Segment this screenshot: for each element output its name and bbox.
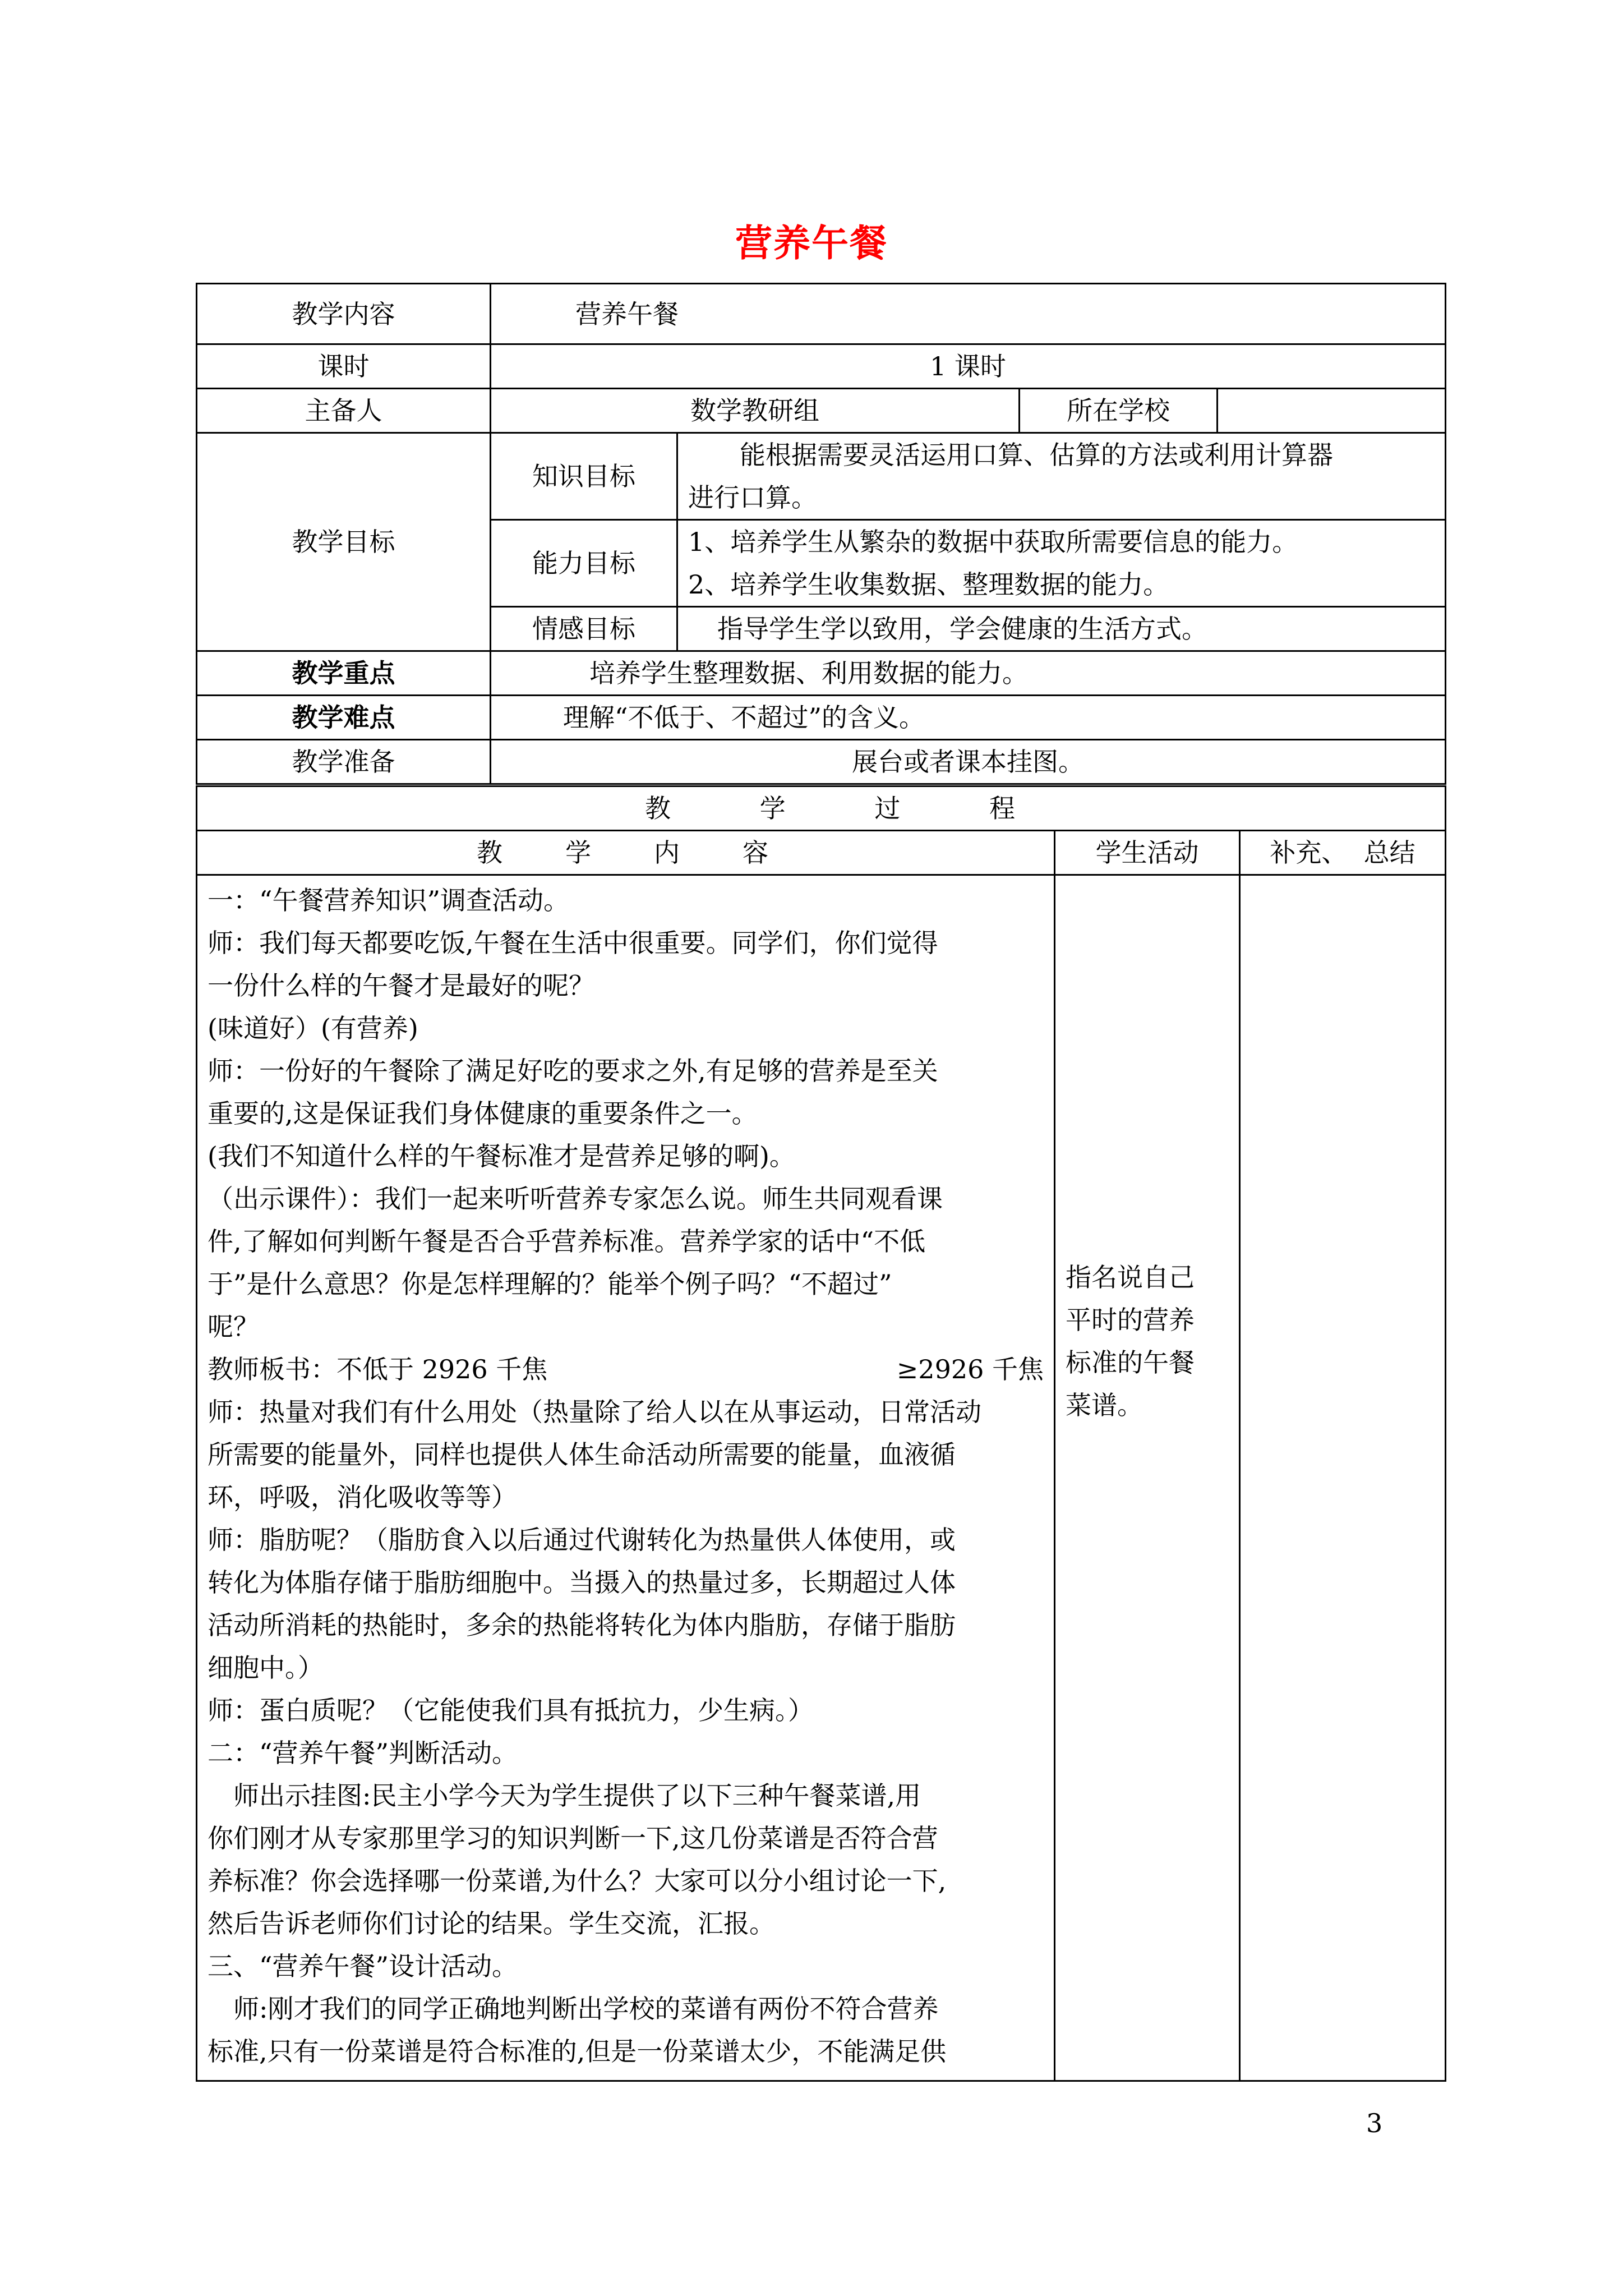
teaching-content-cell: [197, 875, 1055, 2081]
objectives-label: 教学目标: [197, 433, 491, 651]
body-line: (我们不知道什么样的午餐标准才是营养足够的啊)。: [208, 1141, 795, 1171]
body-line: 师：热量对我们有什么用处（热量除了给人以在从事运动，日常活动: [208, 1397, 981, 1427]
student-line: 平时的营养: [1066, 1305, 1195, 1335]
body-line: 于”是什么意思？你是怎样理解的？能举个例子吗？“不超过”: [208, 1269, 892, 1299]
body-line: 师出示挂图:民主小学今天为学生提供了以下三种午餐菜谱,用: [233, 1780, 921, 1811]
emotion-value: 指导学生学以致用，学会健康的生活方式。: [677, 607, 1446, 651]
body-line: 师：一份好的午餐除了满足好吃的要求之外,有足够的营养是至关: [208, 1056, 938, 1086]
body-line: 所需要的能量外，同样也提供人体生命活动所需要的能量，血液循: [208, 1439, 956, 1470]
col-content-header: [197, 831, 1055, 875]
focus-label: 教学重点: [197, 651, 491, 696]
col-content-char: 教: [477, 838, 502, 868]
prep-label: 教学准备: [197, 740, 491, 784]
student-line: 标准的午餐: [1066, 1347, 1195, 1378]
ability-line: 2、培养学生收集数据、整理数据的能力。: [688, 569, 1169, 600]
ability-label: 能力目标: [491, 520, 677, 607]
body-line: 你们刚才从专家那里学习的知识判断一下,这几份菜谱是否符合营: [208, 1823, 938, 1853]
body-line: 师：脂肪呢？（脂肪食入以后通过代谢转化为热量供人体使用，或: [208, 1525, 956, 1555]
board-line: [208, 1348, 1044, 1391]
body-line: 标准,只有一份菜谱是符合标准的,但是一份菜谱太少，不能满足供: [208, 2036, 947, 2067]
ability-line: 1、培养学生从繁杂的数据中获取所需要信息的能力。: [688, 527, 1298, 557]
body-line: 细胞中。）: [208, 1653, 324, 1683]
preparer-value: 数学教研组: [491, 389, 1020, 433]
body-line: 一：“午餐营养知识”调查活动。: [208, 885, 570, 915]
body-line: (味道好）(有营养): [208, 1013, 418, 1043]
emotion-label: 情感目标: [491, 607, 677, 651]
process-heading-char: 过: [874, 793, 901, 823]
knowledge-value: [677, 433, 1446, 520]
knowledge-line: 进行口算。: [688, 482, 817, 513]
knowledge-line: 能根据需要灵活运用口算、估算的方法或利用计算器: [740, 440, 1333, 470]
col-summary-header: 补充、 总结: [1240, 831, 1446, 875]
ability-value: [677, 520, 1446, 607]
process-table: [196, 785, 1446, 2082]
body-line: 养标准？你会选择哪一份菜谱,为什么？大家可以分小组讨论一下,: [208, 1866, 947, 1896]
content-label: 教学内容: [197, 284, 491, 344]
school-value: [1218, 389, 1446, 433]
body-line: 环，呼吸，消化吸收等等）: [208, 1482, 517, 1512]
preparer-label: 主备人: [197, 389, 491, 433]
period-label: 课时: [197, 344, 491, 389]
focus-value: 培养学生整理数据、利用数据的能力。: [491, 651, 1446, 696]
body-line: 二：“营养午餐”判断活动。: [208, 1738, 518, 1768]
board-left: 教师板书：不低于 2926 千焦: [208, 1354, 548, 1384]
lesson-info-table: [196, 283, 1446, 785]
school-label: 所在学校: [1020, 389, 1218, 433]
prep-value: 展台或者课本挂图。: [491, 740, 1446, 784]
student-line: 指名说自己: [1066, 1262, 1195, 1292]
process-heading-char: 教: [645, 793, 671, 823]
body-line: 一份什么样的午餐才是最好的呢？: [208, 970, 594, 1001]
process-heading-char: 学: [759, 793, 786, 823]
body-line: 然后告诉老师你们讨论的结果。学生交流，汇报。: [208, 1908, 775, 1939]
content-value: 营养午餐: [491, 284, 1446, 344]
body-line: 件,了解如何判断午餐是否合乎营养标准。营养学家的话中“不低: [208, 1226, 926, 1257]
process-heading-char: 程: [989, 793, 1015, 823]
page-title: 营养午餐: [735, 221, 888, 265]
period-value: 1 课时: [491, 344, 1446, 389]
body-line: （出示课件）：我们一起来听听营养专家怎么说。师生共同观看课: [208, 1184, 943, 1214]
col-content-char: 学: [565, 838, 591, 868]
body-line: 转化为体脂存储于脂肪细胞中。当摄入的热量过多，长期超过人体: [208, 1567, 956, 1598]
col-content-char: 容: [743, 838, 768, 868]
body-line: 三、“营养午餐”设计活动。: [208, 1951, 518, 1981]
student-line: 菜谱。: [1066, 1390, 1143, 1420]
col-student-header: 学生活动: [1055, 831, 1240, 875]
board-right: ≥2926 千焦: [896, 1354, 1044, 1384]
difficulty-value: 理解“不低于、不超过”的含义。: [491, 696, 1446, 740]
body-line: 师：蛋白质呢？（它能使我们具有抵抗力，少生病。）: [208, 1695, 814, 1726]
body-line: 重要的,这是保证我们身体健康的重要条件之一。: [208, 1098, 758, 1129]
page-number: 3: [1366, 2108, 1383, 2138]
process-heading: [197, 786, 1446, 831]
col-content-char: 内: [654, 838, 680, 868]
body-line: 师:刚才我们的同学正确地判断出学校的菜谱有两份不符合营养: [233, 1994, 939, 2024]
body-line: 呢？: [208, 1312, 259, 1342]
summary-cell: [1240, 875, 1446, 2081]
body-line: 师：我们每天都要吃饭,午餐在生活中很重要。同学们，你们觉得: [208, 928, 938, 958]
difficulty-label: 教学难点: [197, 696, 491, 740]
knowledge-label: 知识目标: [491, 433, 677, 520]
student-activity-cell: [1055, 875, 1240, 2081]
body-line: 活动所消耗的热能时，多余的热能将转化为体内脂肪，存储于脂肪: [208, 1610, 956, 1640]
